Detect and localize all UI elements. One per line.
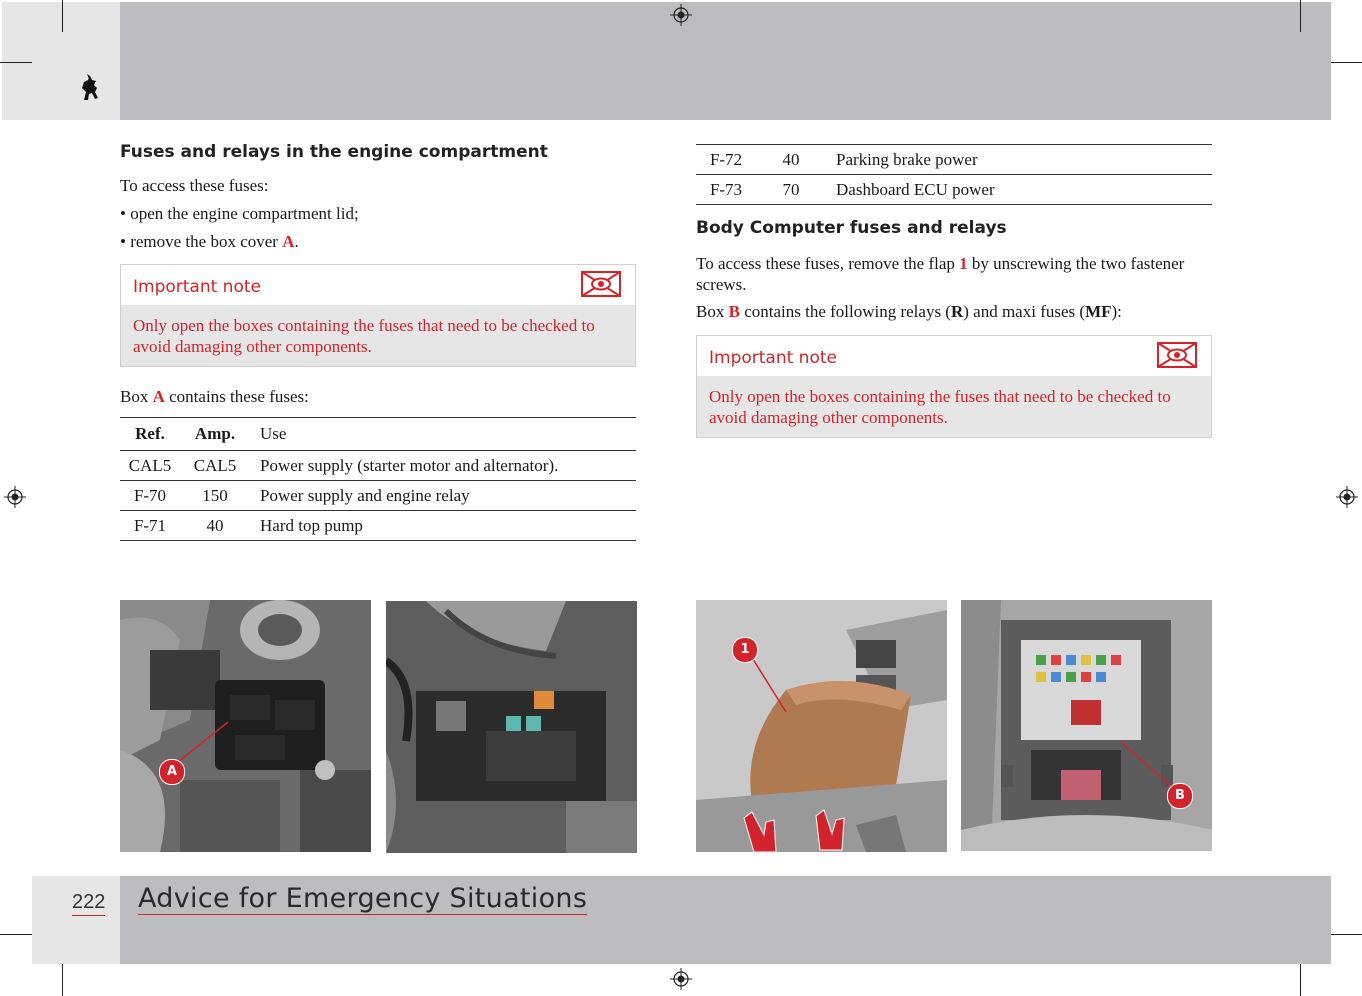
bullet-open-lid: • open the engine compartment lid; [120,204,359,223]
photo-engine-fuse-box [386,601,637,853]
cell-amp: 40 [782,149,800,169]
photo-body-computer-flap [696,600,947,852]
cell-ref: F-71 [133,515,167,535]
fuse-table-continued [696,144,1212,205]
note-header [121,265,635,305]
ref-a: A [152,387,165,406]
callout-line [961,600,1212,851]
registration-mark-icon [1336,486,1358,508]
cell-ref: F-70 [133,485,167,505]
box-a-intro [120,386,309,407]
note-body: Only open the boxes containing the fuses that need to be checked to avoid damaging other components. [121,305,635,366]
table-row [120,481,636,511]
table-header-row [120,418,636,451]
section-title-engine-fuses: Fuses and relays in the engine compartment [120,142,548,162]
registration-mark-icon [4,486,26,508]
crop-mark [1331,62,1362,63]
callout-b-badge: B [1167,783,1193,809]
p2-pre: Box [696,302,729,321]
intro-text: To access these fuses: [120,176,269,195]
table-row [696,145,1212,175]
note-title: Important note [133,277,261,297]
crop-mark [62,964,63,996]
cell-use: Hard top pump [260,515,363,535]
cell-amp: 150 [202,485,228,505]
crop-mark [0,62,32,63]
cell-amp: CAL5 [193,455,237,475]
cell-ref: CAL5 [128,455,172,475]
callout-line [696,600,947,852]
p2-mid: contains the following relays ( [739,302,951,321]
maxi-fuse-abbr: MF [1085,302,1112,321]
col-ref: Ref. [135,424,165,443]
ref-a: A [282,232,295,251]
cell-use: Power supply (starter motor and alternator). [260,455,559,475]
cell-amp: 70 [782,179,800,199]
cell-ref: F-72 [709,149,743,169]
eye-warning-icon [581,271,621,297]
table-row [120,451,636,481]
bullet-text: • remove the box cover [120,232,283,251]
callout-1-badge: 1 [732,637,758,663]
note-body: Only open the boxes containing the fuses that need to be checked to avoid damaging other components. [697,376,1211,437]
bullet-end: . [294,232,299,251]
body-computer-para-1 [696,253,1206,295]
relay-abbr: R [950,302,964,321]
cell-use: Power supply and engine relay [260,485,470,505]
body-computer-para-2 [696,301,1206,322]
col-amp: Amp. [194,424,236,443]
page-number: 222 [72,891,105,916]
p2-end: ): [1111,302,1122,321]
eye-warning-icon [1157,342,1197,368]
p1-post: by unscrewing the two fastener screws. [696,254,1185,294]
important-note-box [120,264,636,367]
cell-use: Dashboard ECU power [836,179,995,199]
registration-mark-icon [670,968,692,990]
col-use: Use [260,424,287,443]
section-title-body-computer: Body Computer fuses and relays [696,218,1007,238]
crop-mark [1300,964,1301,996]
table-row [696,175,1212,205]
crop-mark [1331,934,1362,935]
callout-line [120,600,371,852]
photo-body-computer-box-b [961,600,1212,851]
chapter-title: Advice for Emergency Situations [138,883,588,914]
note-title: Important note [709,348,837,368]
important-note-box [696,335,1212,438]
ref-1: 1 [959,254,968,273]
box-intro-post: contains these fuses: [164,387,309,406]
photo-engine-box-a [120,600,371,852]
registration-mark-icon [670,4,692,26]
table-row [120,511,636,541]
note-header [697,336,1211,376]
p1-pre: To access these fuses, remove the flap [696,254,960,273]
crop-mark [62,0,63,32]
cell-use: Parking brake power [836,149,978,169]
ref-b: B [728,302,740,321]
callout-a-badge: A [159,759,185,785]
footer-left-block [32,876,120,964]
crop-mark [0,934,32,935]
fuse-table-box-a [120,417,636,541]
p2-mid: ) and maxi fuses ( [963,302,1086,321]
box-intro-pre: Box [120,387,153,406]
bullet-remove-cover [120,231,299,252]
header-band [120,2,1331,120]
cell-ref: F-73 [709,179,743,199]
crop-mark [1300,0,1301,32]
prancing-horse-icon [70,70,110,110]
cell-amp: 40 [206,515,224,535]
